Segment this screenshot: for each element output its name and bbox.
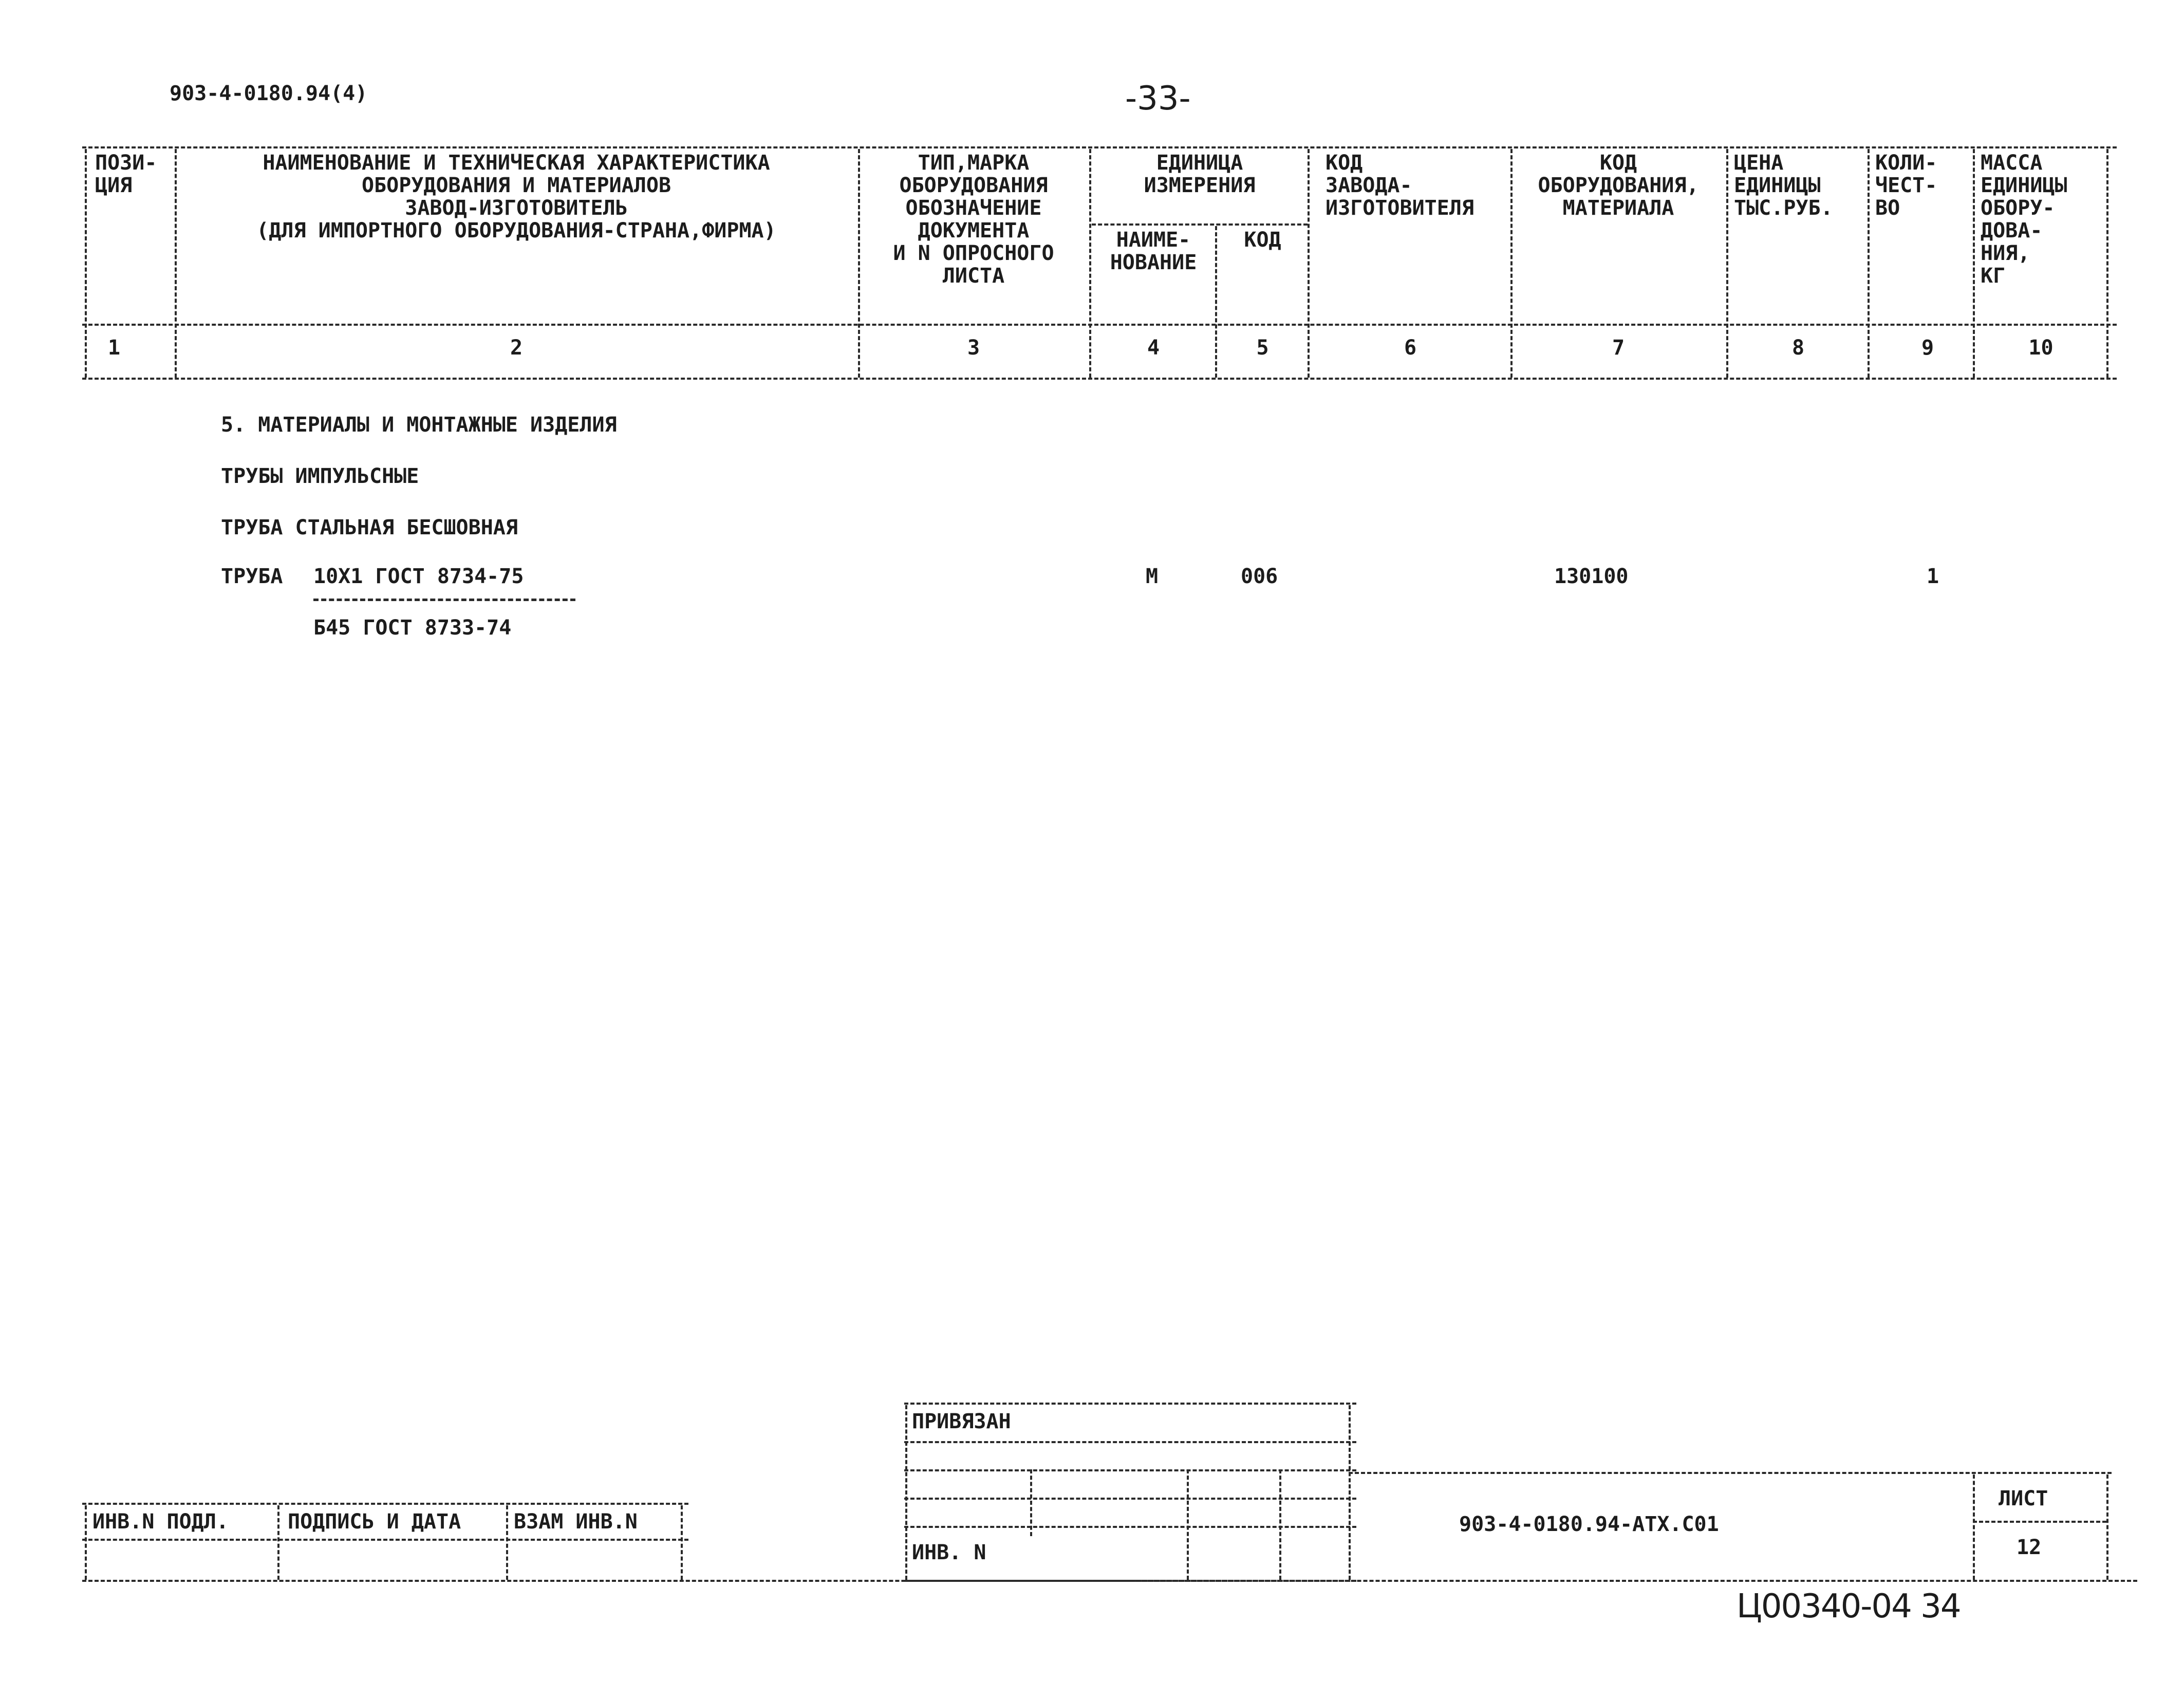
header-col-mass: МАССА ЕДИНИЦЫ ОБОРУ- ДОВА- НИЯ, КГ [1981, 151, 2067, 288]
col-number-7: 7 [1612, 336, 1625, 360]
col-number-4: 4 [1147, 336, 1160, 360]
header-col-position: ПОЗИ- ЦИЯ [95, 151, 157, 197]
header-col-material-code: КОД ОБОРУДОВАНИЯ, МАТЕРИАЛА [1538, 151, 1699, 220]
row-unit-name: М [1146, 565, 1159, 588]
document-code: 903-4-0180.94(4) [170, 82, 368, 105]
header-col-name: НАИМЕНОВАНИЕ И ТЕХНИЧЕСКАЯ ХАРАКТЕРИСТИКА ОБОРУДОВАНИЯ И МАТЕРИАЛОВ ЗАВОД-ИЗГОТОВИТЕЛЬ (ДЛЯ ИМПОРТНОГО ОБОРУДОВАНИЯ-СТРАНА,ФИРМА) [256, 151, 776, 242]
sheet-number: 12 [2017, 1536, 2042, 1559]
privyazan-label: ПРИВЯЗАН [912, 1410, 1011, 1433]
signature-date-label: ПОДПИСЬ И ДАТА [288, 1510, 461, 1534]
list-item: ТРУБА СТАЛЬНАЯ БЕСШОВНАЯ [221, 516, 518, 539]
row-name-prefix: ТРУБА [221, 565, 283, 588]
handwritten-archive-number: Ц00340-04 34 [1737, 1588, 1961, 1626]
col-number-2: 2 [510, 336, 523, 360]
header-col-unit-name: НАИМЕ- НОВАНИЕ [1110, 228, 1197, 274]
inv-number-label: ИНВ. N [912, 1541, 986, 1564]
col-number-9: 9 [1921, 336, 1934, 360]
header-col-quantity: КОЛИ- ЧЕСТ- ВО [1875, 151, 1937, 220]
row-unit-code: 006 [1241, 565, 1278, 588]
replaced-inv-label: ВЗАМ ИНВ.N [514, 1510, 638, 1534]
fraction-line [313, 599, 575, 601]
col-number-5: 5 [1256, 336, 1269, 360]
inv-podl-label: ИНВ.N ПОДЛ. [92, 1510, 229, 1534]
header-col-manufacturer-code: КОД ЗАВОДА- ИЗГОТОВИТЕЛЯ [1326, 151, 1474, 220]
row-name-numerator: 10Х1 ГОСТ 8734-75 [313, 565, 524, 588]
row-material-code: 130100 [1554, 565, 1629, 588]
header-col-price: ЦЕНА ЕДИНИЦЫ ТЫС.РУБ. [1734, 151, 1833, 220]
col-number-10: 10 [2028, 336, 2054, 360]
col-number-6: 6 [1404, 336, 1417, 360]
page-number: -33- [1125, 80, 1191, 118]
col-number-1: 1 [108, 336, 121, 360]
section-title: 5. МАТЕРИАЛЫ И МОНТАЖНЫЕ ИЗДЕЛИЯ [221, 413, 617, 437]
header-col-unit: ЕДИНИЦА ИЗМЕРЕНИЯ [1144, 151, 1256, 197]
row-quantity: 1 [1927, 565, 1939, 588]
header-col-type: ТИП,МАРКА ОБОРУДОВАНИЯ ОБОЗНАЧЕНИЕ ДОКУМЕНТА И N ОПРОСНОГО ЛИСТА [893, 151, 1054, 288]
col-number-8: 8 [1791, 336, 1805, 360]
sheet-label: ЛИСТ [1999, 1487, 2048, 1510]
row-name-denominator: Б45 ГОСТ 8733-74 [313, 616, 512, 640]
col-number-3: 3 [967, 336, 980, 360]
footer-document-code: 903-4-0180.94-АТХ.С01 [1459, 1513, 1719, 1536]
list-item: ТРУБЫ ИМПУЛЬСНЫЕ [221, 464, 419, 488]
header-col-unit-code: КОД [1244, 228, 1281, 252]
